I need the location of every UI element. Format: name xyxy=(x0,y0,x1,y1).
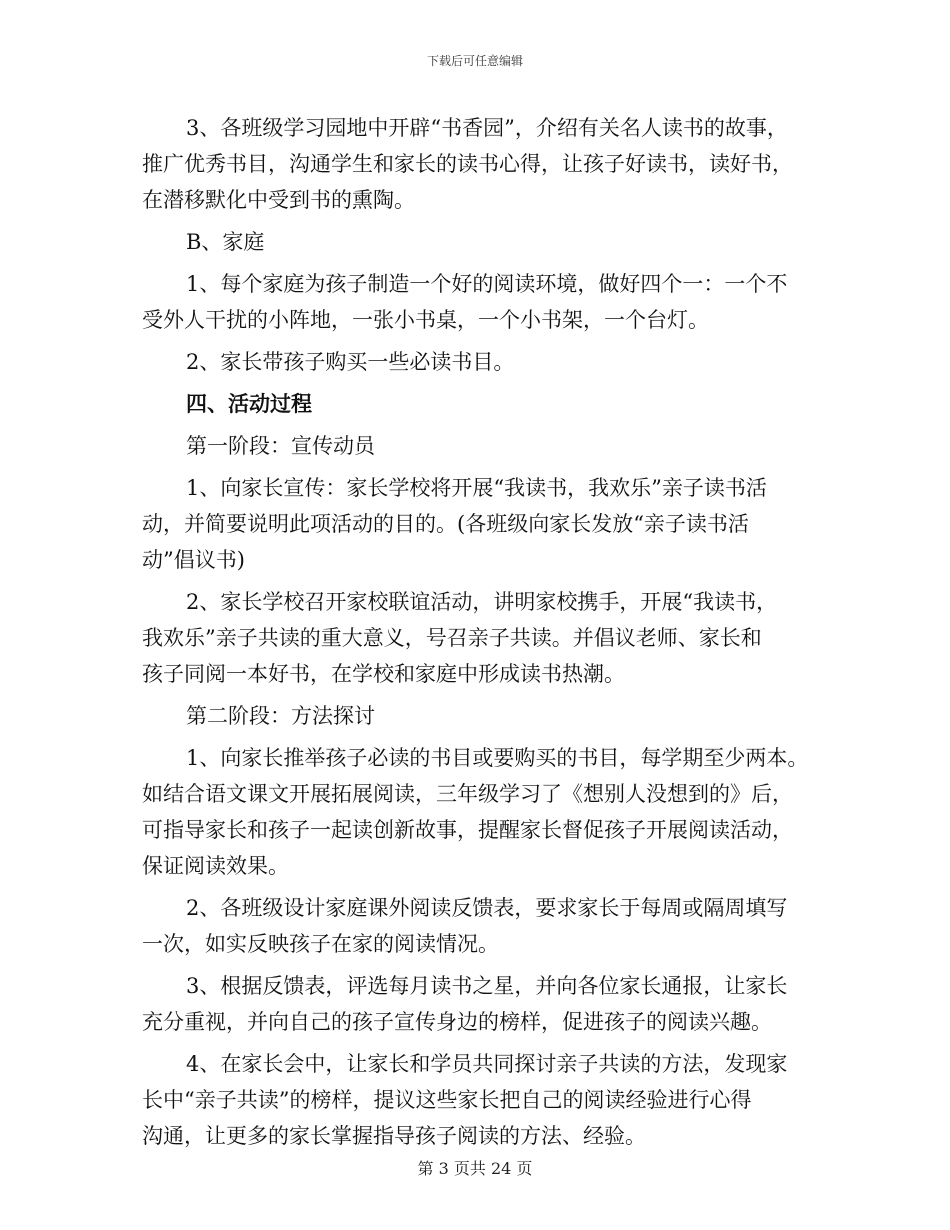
line: 1、每个家庭为孩子制造一个好的阅读环境，做好四个一：一个不 xyxy=(186,272,788,296)
page-footer: 第 3 页共 24 页 xyxy=(417,1159,533,1178)
line: 在潜移默化中受到书的熏陶。 xyxy=(142,188,415,212)
paragraph-parent-meeting xyxy=(142,1046,822,1154)
line: 我欢乐”亲子共读的重大意义，号召亲子共读。并倡议老师、家长和 xyxy=(142,626,762,650)
subheading-family: B、家庭 xyxy=(186,230,265,254)
paragraph-school-family-event xyxy=(142,584,822,692)
line: 沟通，让更多的家长掌握指导孩子阅读的方法、经验。 xyxy=(142,1124,646,1148)
paragraph-feedback-form xyxy=(142,890,822,962)
paragraph-recommend-books xyxy=(142,740,822,884)
line: 可指导家长和孩子一起读创新故事，提醒家长督促孩子开展阅读活动， xyxy=(142,818,793,842)
line: 充分重视，并向自己的孩子宣传身边的榜样，促进孩子的阅读兴趣。 xyxy=(142,1010,772,1034)
paragraph-buy-books: 2、家长带孩子购买一些必读书目。 xyxy=(186,350,515,374)
line: 动”倡议书) xyxy=(142,548,245,572)
section-heading-activity-process: 四、活动过程 xyxy=(186,391,312,416)
stage-one-heading: 第一阶段：宣传动员 xyxy=(186,434,375,458)
line: 如结合语文课文开展拓展阅读，三年级学习了《想别人没想到的》后， xyxy=(142,782,793,806)
line: 4、在家长会中，让家长和学员共同探讨亲子共读的方法，发现家 xyxy=(186,1052,788,1076)
line: 3、根据反馈表，评选每月读书之星，并向各位家长通报，让家长 xyxy=(186,974,788,998)
line: 受外人干扰的小阵地，一张小书桌，一个小书架，一个台灯。 xyxy=(142,308,709,332)
paragraph-reading-star xyxy=(142,968,822,1040)
line: 1、向家长推举孩子必读的书目或要购买的书目，每学期至少两本。 xyxy=(186,746,809,770)
line: 2、家长学校召开家校联谊活动，讲明家校携手，开展“我读书， xyxy=(186,590,778,614)
page-header: 下载后可任意编辑 xyxy=(426,54,523,68)
paragraph-publicity xyxy=(142,470,822,578)
line: 保证阅读效果。 xyxy=(142,854,289,878)
line: 1、向家长宣传：家长学校将开展“我读书，我欢乐”亲子读书活 xyxy=(186,476,767,500)
line: 推广优秀书目，沟通学生和家长的读书心得，让孩子好读书，读好书， xyxy=(142,152,793,176)
line: 动，并简要说明此项活动的目的。(各班级向家长发放“亲子读书活 xyxy=(142,512,749,536)
document-body xyxy=(142,110,822,1160)
line: 长中“亲子共读”的榜样，提议这些家长把自己的阅读经验进行心得 xyxy=(142,1088,752,1112)
line: 一次，如实反映孩子在家的阅读情况。 xyxy=(142,932,499,956)
line: 3、各班级学习园地中开辟“书香园”，介绍有关名人读书的故事， xyxy=(186,116,788,140)
line: 孩子同阅一本好书，在学校和家庭中形成读书热潮。 xyxy=(142,662,625,686)
stage-two-heading: 第二阶段：方法探讨 xyxy=(186,704,375,728)
line: 2、各班级设计家庭课外阅读反馈表，要求家长于每周或隔周填写 xyxy=(186,896,788,920)
paragraph-study-garden xyxy=(142,110,822,218)
paragraph-reading-environment xyxy=(142,266,822,338)
